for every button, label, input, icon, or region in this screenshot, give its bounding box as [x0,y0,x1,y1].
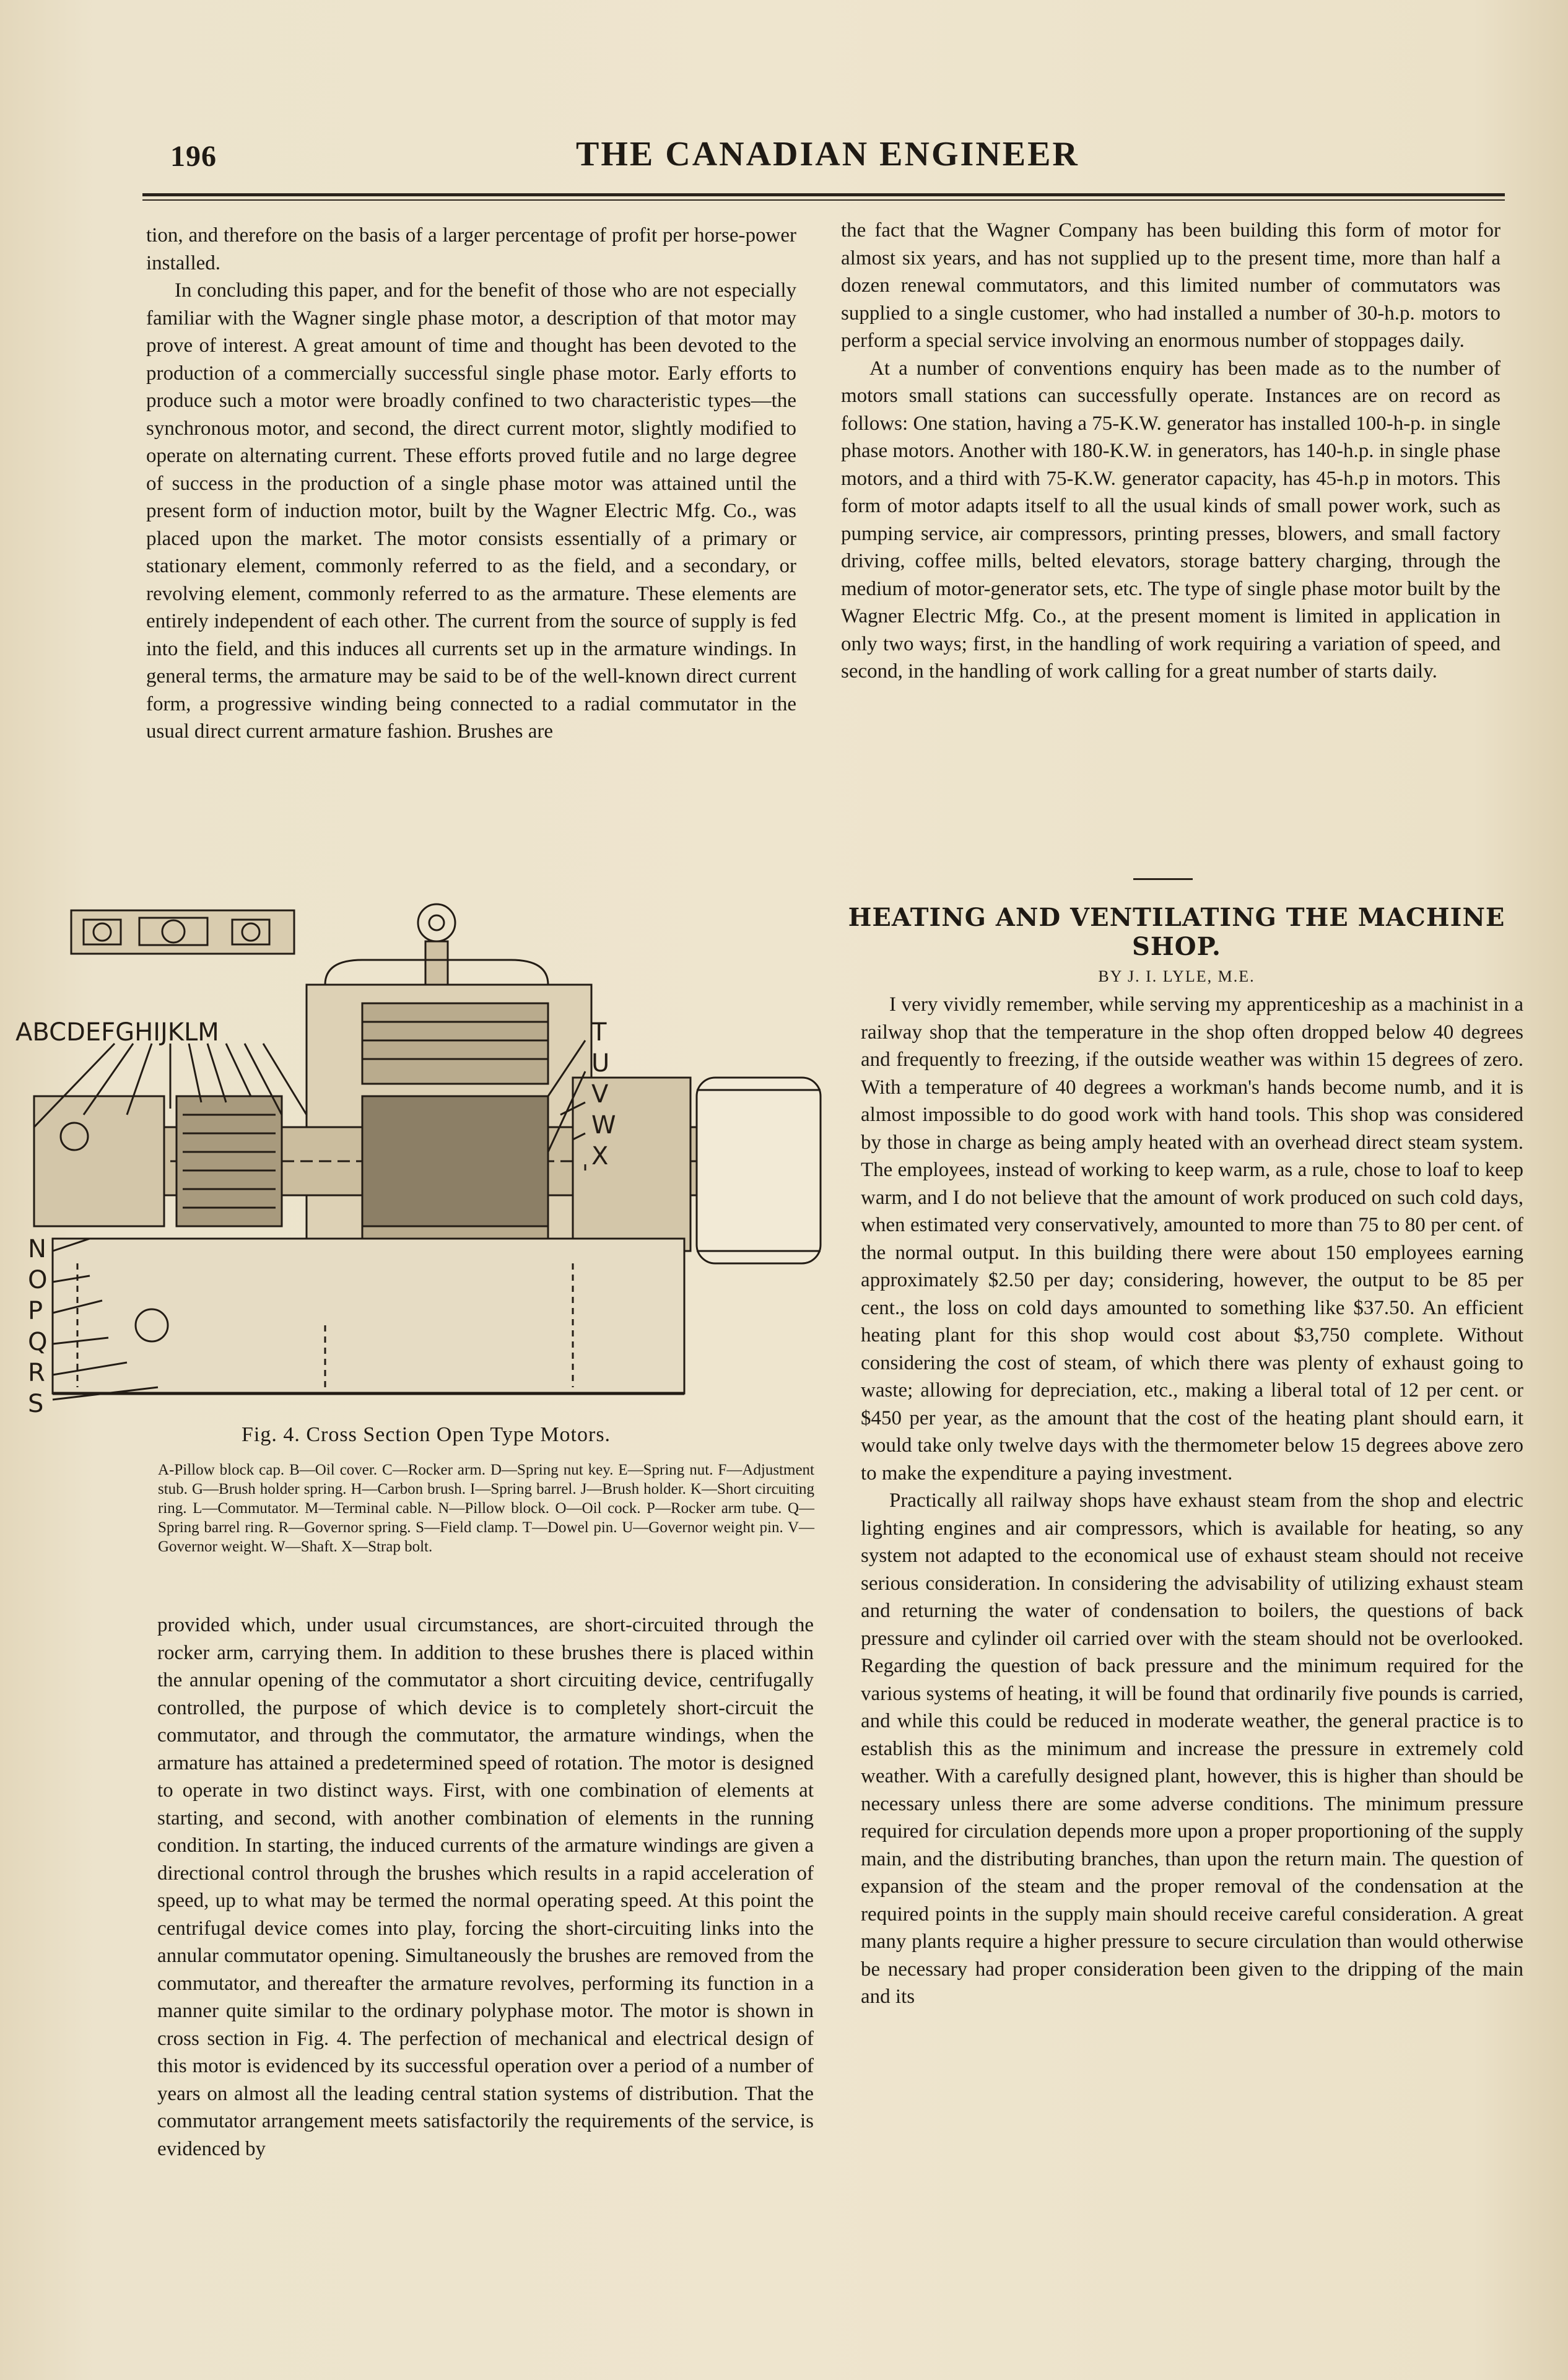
header-rule [142,193,1505,196]
page-header [142,127,1505,195]
page-number: 196 [170,140,217,173]
left-column-top [146,222,796,746]
journal-title: THE CANADIAN ENGINEER [576,135,1079,173]
header-rule-thin [142,199,1505,201]
motor-cross-section-drawing [15,892,833,1449]
paragraph: In concluding this paper, and for the benefit of those who are not especially familiar with the Wagner single phase motor, a description of that motor may prove of interest. A great amount of time and thought has been devoted to the production of a commercially successful single phase motor. Early efforts to produce such a motor were broadly confined to two characteristic types—the synchronous motor, and second, the direct current motor, slightly modified to operate on alternating current. These efforts proved futile and no large degree of success in the production of a single phase motor was attained until the present form of induction motor, built by the Wagner Electric Mfg. Co., was placed upon the market. The motor consists essentially of a primary or stationary element, commonly referred to as the field, and a secondary, or revolving element, commonly referred to as the armature. These elements are entirely independent of each other. The current from the source of supply is fed into the field, and this induces all currents set up in the armature windings. In general terms, the armature may be said to be of the well-known direct current form, a progressive winding being connected to a radial commutator in the usual direct current armature fashion. Brushes are [146,279,796,743]
figure-label-x: X [591,1142,609,1170]
figure-label-u: U [591,1049,610,1078]
figure-label-q: Q [28,1328,48,1356]
paragraph: tion, and therefore on the basis of a larger percentage of profit per horse-power installed. [146,224,796,274]
article-title: HEATING AND VENTILATING THE MACHINE SHOP. [848,903,1505,961]
paragraph: provided which, under usual circumstances, are short-circuited through the rocker arm, carrying them. In addition to these brushes there is placed within the annular opening of the commutator a short circuiting device, centrifugally controlled, the purpose of which device is to completely short-circuit the commutator, and through the commutator, the armature windings, when the armature has attained a predetermined speed of rotation. The motor is designed to operate in two distinct ways. First, with one combination of elements at starting, and second, with another combination of elements in the running condition. In starting, the induced currents of the armature windings are given a directional control through the brushes which results in a rapid acceleration of speed, up to what may be termed the normal operating speed. At this point the centrifugal device comes into play, forcing the short-circuiting links into the annular commutator opening. Simultaneously the brushes are removed from the commutator, and thereafter the armature revolves, performing its function in a manner quite similar to the ordinary polyphase motor. The motor is shown in cross section in Fig. 4. The perfection of mechanical and electrical design of this motor is evidenced by its successful operation over a period of a number of years on almost all the leading central station systems of distribution. That the commutator arrangement meets satisfactorily the requirements of the service, is evidenced by [157,1614,814,2160]
paragraph: At a number of conventions enquiry has been made as to the number of motors small stations can successfully operate. Instances are on record as follows: One station, having a 75-K.W. generator has installed 100-h-p. in single phase motors. Another with 180-K.W. in generators, has 140-h.p. in single phase motors, and a third with 75-K.W. generator capacity, has 45-h.p in motors. This form of motor adapts itself to all the usual kinds of small power work, such as pumping service, air compressors, printing presses, blowers, and small factory driving, coffee mills, belted elevators, storage battery charging, through the medium of motor-generator sets, etc. The type of single phase motor built by the Wagner Electric Mfg. Co., at the present moment is limited in application in only two ways; first, in the handling of work requiring a variation of speed, and second, in the handling of work calling for a great number of starts daily. [841,357,1500,682]
figure-label-o: O [28,1266,48,1294]
figure-label-n: N [28,1235,46,1263]
paragraph: Practically all railway shops have exhaust steam from the shop and electric lighting engines and air compressors, which is available for heating, so any system not adapted to the economical use of exhaust steam should not receive serious consideration. In considering the advisability of utilizing exhaust steam and returning the water of condensation to boilers, the questions of back pressure and cylinder oil carried over with the steam should not be overlooked. Regarding the question of back pressure and the minimum required for the various systems of heating, it will be found that ordinarily five pounds is carried, and while this could be reduced in moderate weather, the general practice is to establish this as the minimum and increase the pressure in extremely cold weather. With a carefully designed plant, however, this is higher than should be necessary unless there are some adverse conditions. The minimum pressure required for circulation depends more upon a proper proportioning of the supply main, and the distributing branches, than upon the return main. The question of expansion of the steam and the proper removal of the condensation at the required points in the supply main should receive careful consideration. A great many plants require a higher pressure to secure circulation than would otherwise be necessary had proper consideration been given to the dripping of the main and its [861,1489,1523,2008]
byline: BY J. I. LYLE, M.E. [1098,967,1255,985]
figure-label-s: S [28,1390,44,1418]
paragraph: the fact that the Wagner Company has been building this form of motor for almost six years, and has not supplied up to the present time, more than half a dozen renewal commutators, and this limited number of commutators was supplied to a single customer, who had installed a number of 30-h.p. motors to perform a special service involving an enormous number of stoppages daily. [841,219,1500,352]
right-column-bottom [861,991,1523,2011]
figure-label-v: V [591,1080,609,1109]
figure-motor-cross-section [15,892,833,1449]
figure-caption: Fig. 4. Cross Section Open Type Motors. [242,1423,611,1446]
figure-label-p: P [28,1297,43,1325]
section-divider [1133,878,1193,880]
right-column-top [841,217,1500,686]
paragraph: I very vividly remember, while serving my apprenticeship as a machinist in a railway shop that the temperature in the shop often dropped below 40 degrees and frequently to freezing, if the outside weather was within 15 degrees of zero. With a temperature of 40 degrees a workman's hands become numb, and it is almost impossible to do good work with hand tools. This shop was considered by those in charge as being amply heated with an overhead direct steam system. The employees, instead of working to keep warm, as a rule, chose to loaf to keep warm, and I do not believe that the amount of work produced on such cold days, when estimated very conservatively, amounted to more than 75 to 80 per cent. of the normal output. In this building there were about 150 employees earning approximately $2.50 per day; considering, however, the output to be 85 per cent., the loss on cold days amounted to something like $37.50. An efficient heating plant for this shop would cost about $3,750 complete. Without considering the cost of steam, of which there was plenty of exhaust going to waste; allowing for depreciation, etc., making a liberal total of 12 per cent. or $450 per year, as the amount that the cost of the heating plant should earn, it would take only twelve days with the thermometer below 15 degrees above zero to make the expenditure a paying investment. [861,993,1523,1484]
figure-labels-left: ABCDEFGHIJKLM [15,1018,219,1047]
figure-label-r: R [28,1359,45,1387]
figure-label-w: W [591,1111,616,1140]
figure-label-t: T [591,1018,607,1047]
left-column-bottom [157,1611,814,2163]
figure-legend: A-Pillow block cap. B—Oil cover. C—Rocker arm. D—Spring nut key. E—Spring nut. F—Adjustment stub. G—Brush holder spring. H—Carbon brush. I—Spring barrel. J—Brush holder. K—Short circuiting ring. L—Commutator. M—Terminal cable. N—Pillow block. O—Oil cock. P—Rocker arm tube. Q—Spring barrel ring. R—Governor spring. S—Field clamp. T—Dowel pin. U—Governor weight pin. V—Governor weight. W—Shaft. X—Strap bolt. [158,1462,814,1555]
